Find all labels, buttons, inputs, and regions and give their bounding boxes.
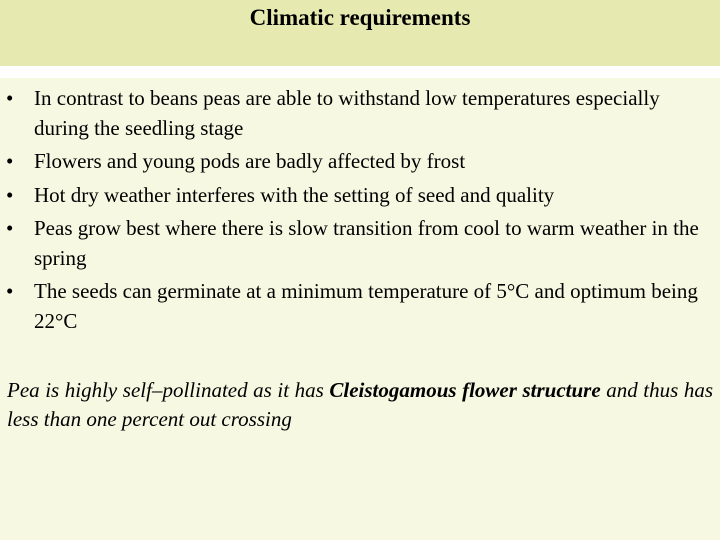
- bullet-icon: •: [6, 182, 14, 207]
- bullet-item: [0, 147, 700, 177]
- bullet-item: [0, 214, 700, 273]
- bullet-item: [0, 181, 700, 211]
- bullet-item: [0, 277, 700, 336]
- bullet-text: Peas grow best where there is slow transition from cool to warm weather in the spring: [34, 216, 699, 270]
- bullet-text: Hot dry weather interferes with the setting of seed and quality: [34, 182, 555, 207]
- note-text-start: Pea is highly self–pollinated as it has: [7, 378, 330, 402]
- pollination-note: [7, 376, 713, 434]
- bullet-item: [0, 84, 700, 143]
- title-divider: [0, 66, 720, 78]
- slide-title: Climatic requirements: [249, 5, 471, 30]
- bullet-icon: •: [6, 149, 14, 173]
- bullet-icon: •: [6, 279, 14, 303]
- note-emphasis: Cleistogamous flower structure: [329, 378, 601, 402]
- bullet-text: In contrast to beans peas are able to withstand low temperatures especially during the seedling stage: [34, 86, 660, 140]
- bullet-list: [0, 84, 700, 340]
- note-text-end: and thus has less than one percent out crossing: [7, 378, 714, 431]
- bullet-icon: •: [6, 216, 14, 240]
- bullet-icon: •: [6, 86, 14, 110]
- bullet-text: Flowers and young pods are badly affected by frost: [34, 149, 466, 173]
- bullet-text: The seeds can germinate at a minimum temperature of 5°C and optimum being 22°C: [34, 279, 698, 333]
